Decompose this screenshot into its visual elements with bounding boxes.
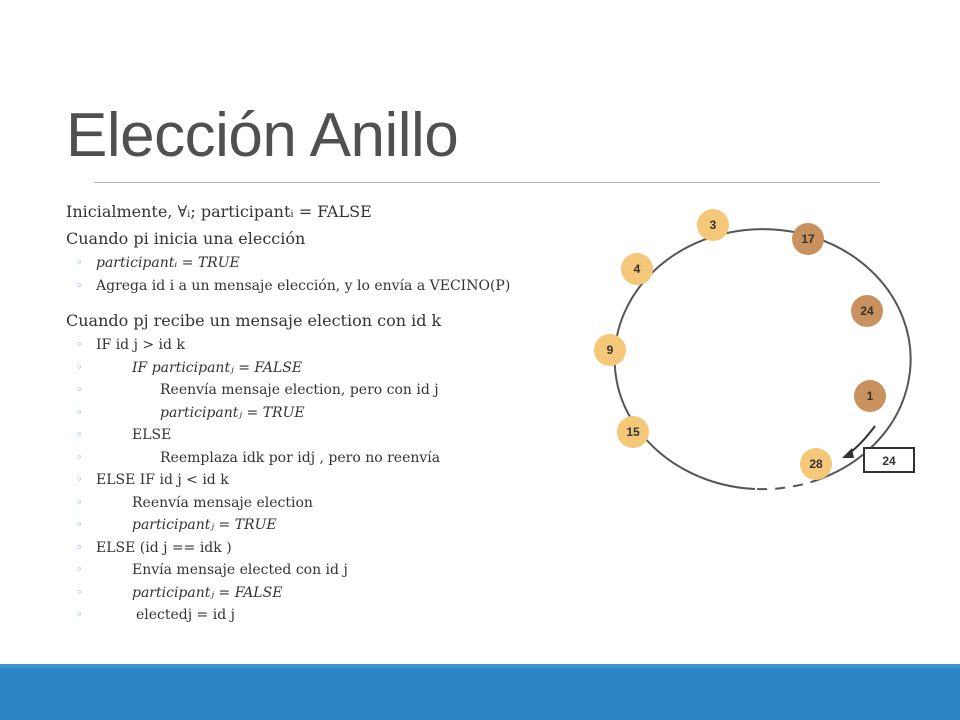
line-if-greater: ◦ IF id j > id k	[66, 334, 606, 357]
line-when-pi-starts: Cuando pi inicia una elección	[66, 229, 306, 248]
bullet-icon: ◦	[76, 473, 83, 486]
bullet-icon: ◦	[76, 518, 83, 531]
bullet-icon: ◦	[76, 563, 83, 576]
message-box-label: 24	[882, 454, 896, 468]
bullet-icon: ◦	[76, 608, 83, 621]
line-replace-no-forward: ◦ Reemplaza idk por idj , pero no reenvía	[66, 447, 606, 470]
ring-node-label: 15	[626, 425, 640, 439]
ring-node-label: 9	[606, 343, 614, 357]
slide-title: Elección Anillo	[66, 101, 459, 170]
ring-node-label: 17	[801, 232, 815, 246]
footer-accent	[0, 664, 960, 668]
ring-node-label: 1	[866, 389, 874, 403]
ring-node-label: 24	[860, 304, 874, 318]
slide-body	[66, 198, 606, 627]
bullet-icon: ◦	[76, 585, 83, 599]
line-add-id: ◦ Agrega id i a un mensaje elección, y lo envía a VECINO(P)	[66, 275, 606, 298]
line-elected-assign: ◦ electedj = id j	[66, 604, 606, 627]
line-if-participant-false: ◦ IF participantⱼ = FALSE	[66, 357, 606, 380]
arrow-head-icon	[842, 448, 854, 458]
ring-node-label: 3	[709, 218, 717, 232]
bullet-icon: ◦	[76, 450, 83, 464]
line-forward-election: ◦ Reenvía mensaje election	[66, 492, 606, 515]
bullet-icon: ◦	[76, 405, 83, 419]
bullet-icon: ◦	[76, 540, 83, 554]
line-forward-with-idj: ◦ Reenvía mensaje election, pero con id j	[66, 379, 606, 402]
line-else-if-less: ◦ ELSE IF id j < id k	[66, 469, 606, 492]
bullet-icon: ◦	[76, 278, 83, 292]
line-when-pj-receives: Cuando pj recibe un mensaje election con id k	[66, 311, 442, 330]
line-send-elected: ◦ Envía mensaje elected con id j	[66, 559, 606, 582]
bullet-icon: ◦	[76, 256, 83, 269]
bullet-icon: ◦	[76, 338, 83, 351]
title-divider	[94, 182, 880, 183]
footer-bar	[0, 664, 960, 720]
ring-node-label: 28	[809, 457, 823, 471]
line-initially: Inicialmente, ∀ᵢ; participantᵢ = FALSE	[66, 202, 372, 221]
line-else: ◦ ELSE	[66, 424, 606, 447]
ring-node-label: 4	[633, 262, 641, 276]
line-else-equal: ◦ ELSE (id j == idk )	[66, 537, 606, 560]
bullet-icon: ◦	[76, 383, 83, 396]
bullet-icon: ◦	[76, 495, 83, 509]
line-participant-true-2: ◦ participantⱼ = TRUE	[66, 402, 606, 425]
bullet-icon: ◦	[76, 428, 83, 441]
line-participant-false: ◦ participantⱼ = FALSE	[66, 582, 606, 605]
ring-election-diagram	[580, 196, 930, 496]
bullet-icon: ◦	[76, 360, 83, 374]
line-participant-true-3: ◦ participantⱼ = TRUE	[66, 514, 606, 537]
line-participant-true: ◦ participantᵢ = TRUE	[66, 252, 606, 275]
ring-dashed-gap	[755, 479, 820, 489]
